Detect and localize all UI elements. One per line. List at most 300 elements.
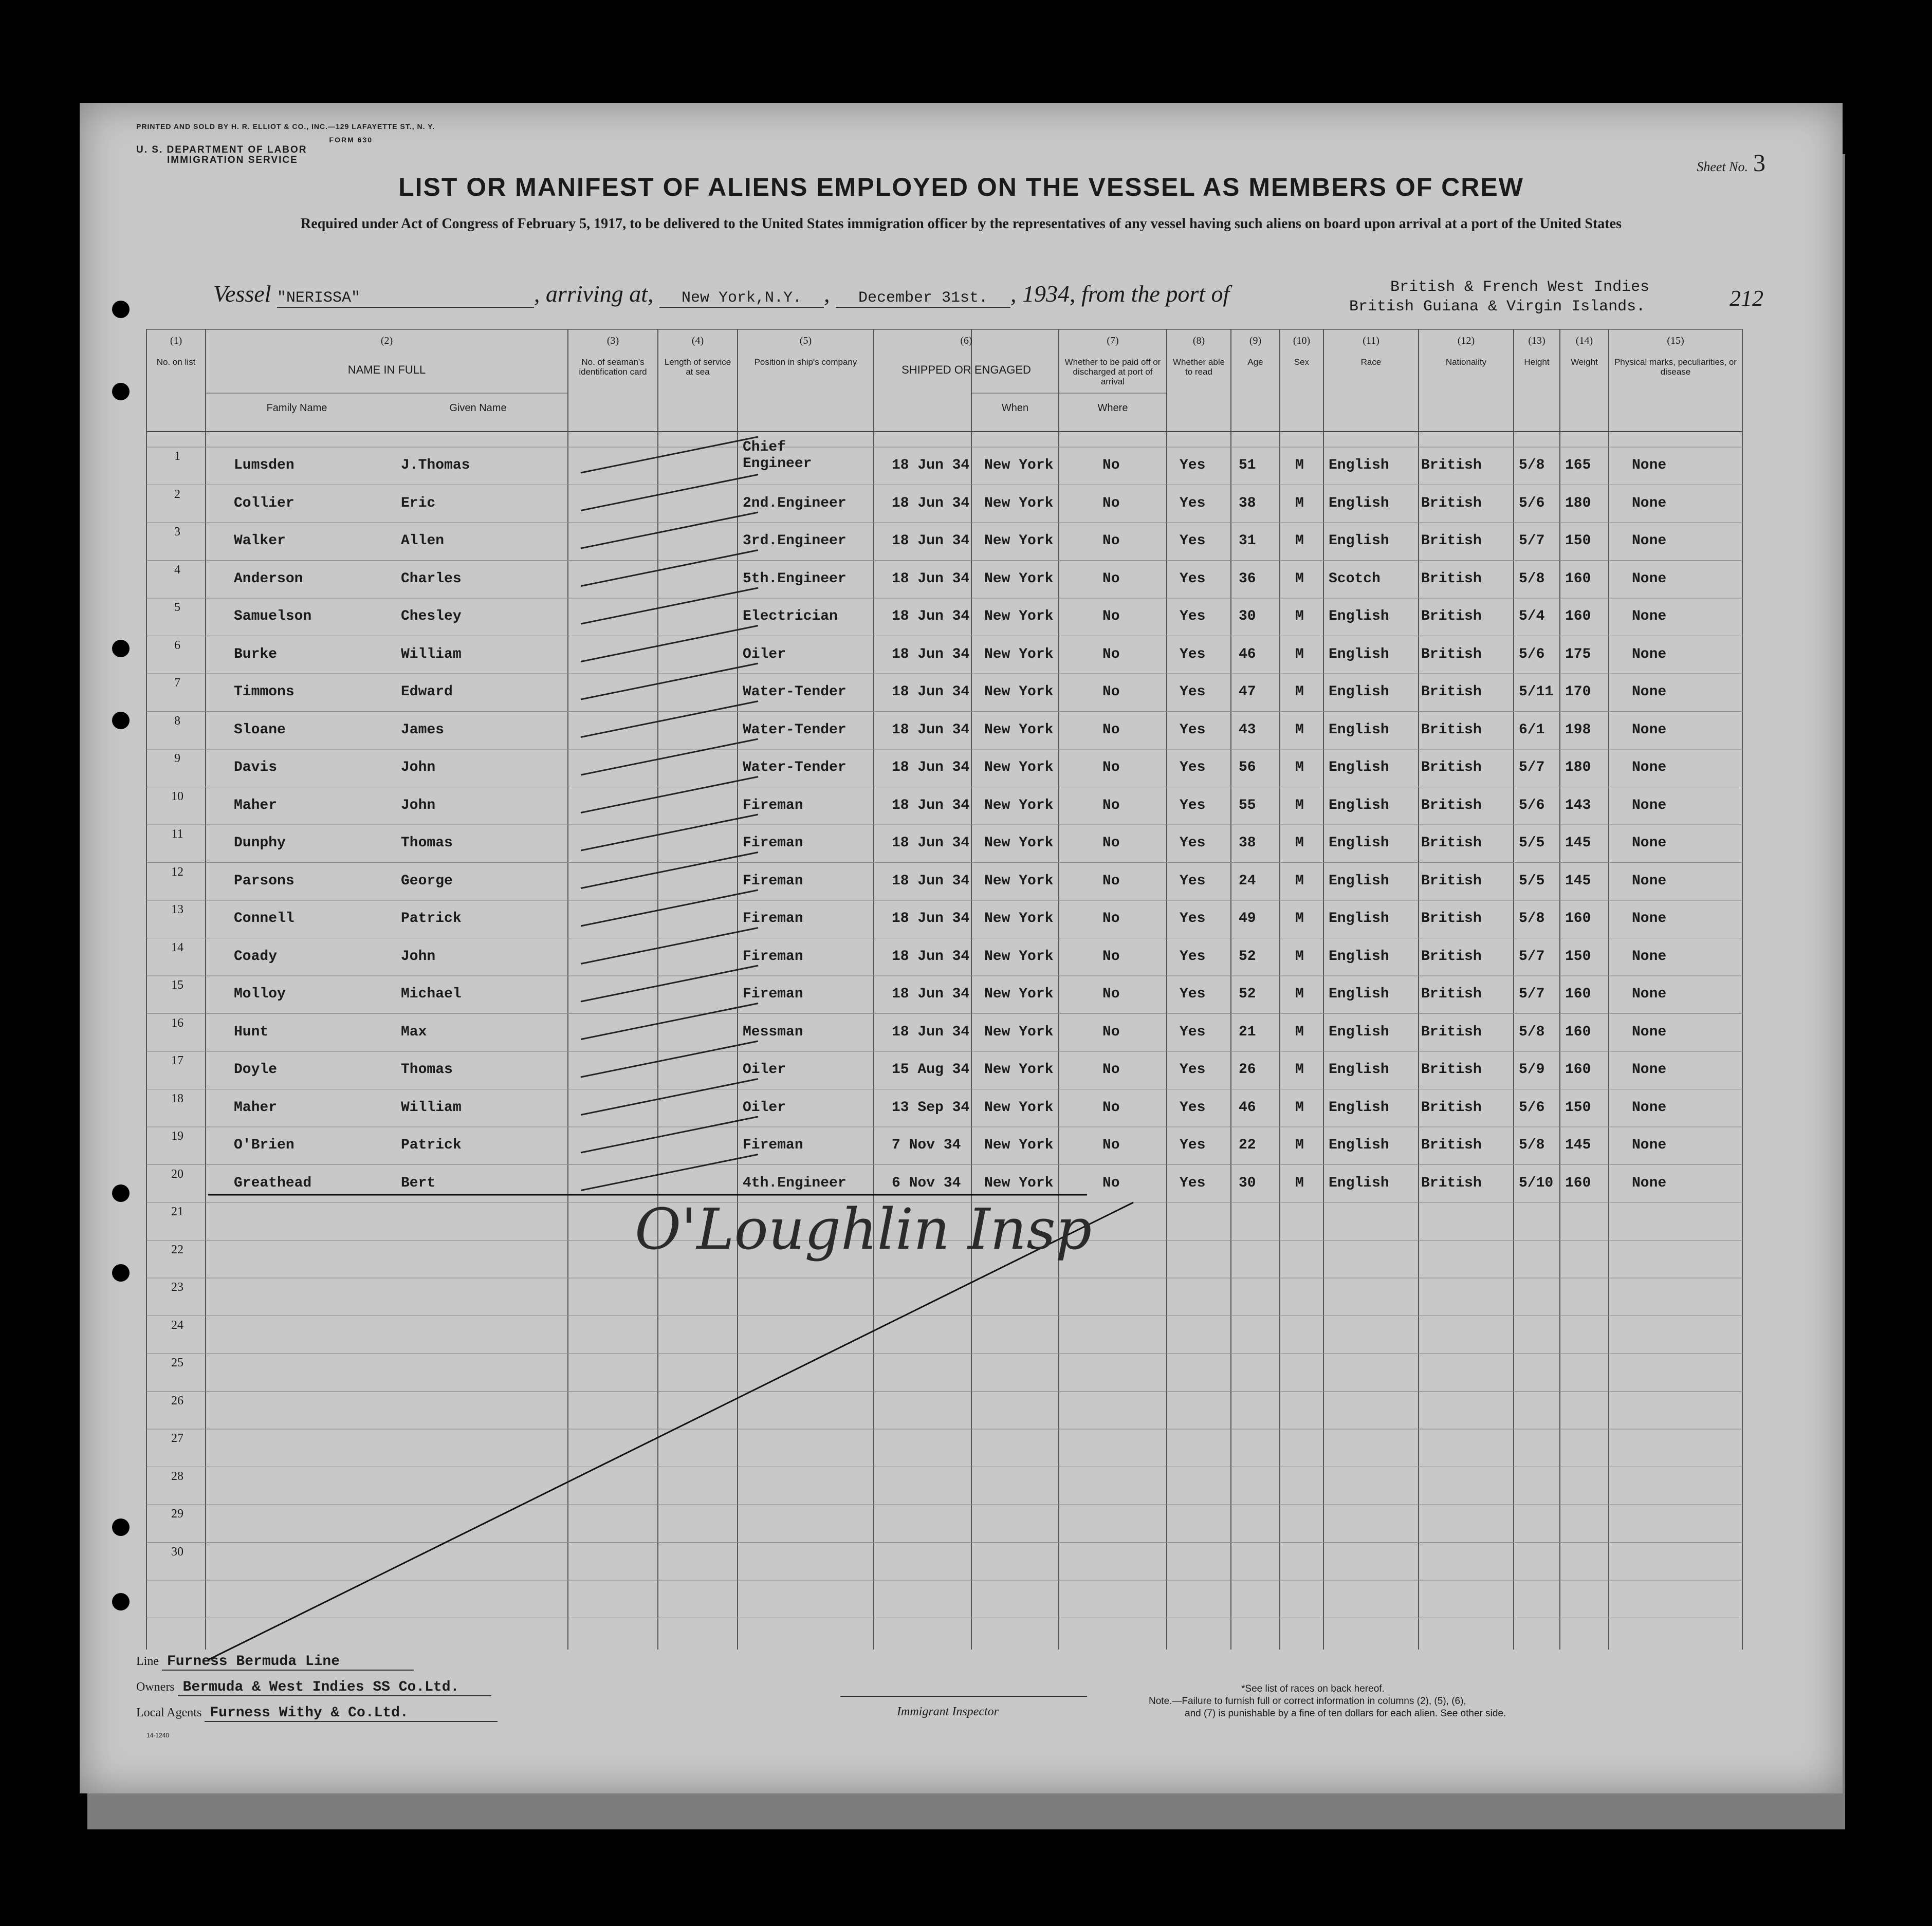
height: 5/8 <box>1519 1137 1545 1153</box>
age: 36 <box>1239 570 1256 587</box>
height: 5/6 <box>1519 797 1545 813</box>
column-label: Age <box>1247 357 1263 367</box>
race: English <box>1329 684 1389 700</box>
shipped-where: New York <box>984 570 1054 587</box>
column-number: (5) <box>799 335 812 346</box>
weight: 165 <box>1565 457 1591 473</box>
race: English <box>1329 1175 1389 1191</box>
sex: M <box>1295 1137 1304 1153</box>
row-number: 8 <box>174 714 180 728</box>
footer-owners: Owners Bermuda & West Indies SS Co.Ltd. <box>136 1679 491 1696</box>
arrival-date: December 31st. <box>836 289 1010 308</box>
column-label: SHIPPED OR ENGAGED <box>901 363 1031 376</box>
height: 5/9 <box>1519 1062 1545 1078</box>
weight: 150 <box>1565 533 1591 549</box>
nationality: British <box>1421 1099 1482 1116</box>
physical-marks: None <box>1632 1024 1667 1040</box>
able-to-read: Yes <box>1180 533 1206 549</box>
row-number: 10 <box>171 789 183 803</box>
physical-marks: None <box>1632 1099 1667 1116</box>
paid-off: No <box>1102 457 1120 473</box>
paid-off: No <box>1102 1024 1120 1040</box>
nationality: British <box>1421 760 1482 775</box>
given-name: Bert <box>401 1175 436 1191</box>
paid-off: No <box>1102 760 1120 775</box>
shipped-where: New York <box>984 1175 1054 1191</box>
shipped-when: 18 Jun 34 <box>892 608 970 624</box>
height: 5/8 <box>1519 457 1545 473</box>
column-number: (6) <box>960 335 972 346</box>
shipped-where: New York <box>984 646 1054 662</box>
shipped-when: 18 Jun 34 <box>892 760 970 775</box>
column-sublabel: Where <box>1097 402 1128 414</box>
footer-note: *See list of races on back hereof. Note.—Failure to furnish full or correct information in columns (2), (5), (6), and (7) is punishable by a fine of ten dollars for each alien. See other side. <box>1149 1683 1506 1719</box>
nationality: British <box>1421 608 1482 624</box>
manifest-sheet <box>80 103 1843 1793</box>
shipped-when: 18 Jun 34 <box>892 646 970 662</box>
footer-line: Line Furness Bermuda Line <box>136 1654 414 1671</box>
sex: M <box>1295 1099 1304 1116</box>
column-number: (11) <box>1363 335 1379 346</box>
age: 55 <box>1239 797 1256 813</box>
age: 31 <box>1239 533 1256 549</box>
shipped-when: 13 Sep 34 <box>892 1099 970 1116</box>
weight: 198 <box>1565 721 1591 738</box>
weight: 180 <box>1565 760 1591 775</box>
paid-off: No <box>1102 1175 1120 1191</box>
age: 52 <box>1239 986 1256 1002</box>
given-name: Max <box>401 1024 427 1040</box>
shipped-where: New York <box>984 986 1054 1002</box>
sex: M <box>1295 1024 1304 1040</box>
vessel-line: Vessel "NERISSA" , arriving at, New York,N.Y. , December 31st. , 1934, from the port of <box>213 281 1230 307</box>
given-name: Michael <box>401 986 462 1002</box>
weight: 145 <box>1565 873 1591 889</box>
position: Oiler <box>743 646 786 662</box>
sex: M <box>1295 1062 1304 1078</box>
row-number: 18 <box>171 1091 183 1105</box>
binder-hole <box>112 1518 130 1536</box>
paid-off: No <box>1102 911 1120 927</box>
position: Water-Tender <box>743 684 847 700</box>
height: 5/7 <box>1519 986 1545 1002</box>
race: English <box>1329 911 1389 927</box>
given-name: Chesley <box>401 608 462 624</box>
able-to-read: Yes <box>1180 1137 1206 1153</box>
height: 5/7 <box>1519 948 1545 965</box>
arrival-year: 34 <box>1045 281 1070 307</box>
race: English <box>1329 1137 1389 1153</box>
race: English <box>1329 457 1389 473</box>
paid-off: No <box>1102 495 1120 511</box>
age: 26 <box>1239 1062 1256 1078</box>
family-name: Dunphy <box>234 835 286 851</box>
physical-marks: None <box>1632 760 1667 775</box>
shipped-where: New York <box>984 797 1054 813</box>
able-to-read: Yes <box>1180 986 1206 1002</box>
sex: M <box>1295 986 1304 1002</box>
given-name: George <box>401 873 453 889</box>
printer-imprint: PRINTED AND SOLD BY H. R. ELLIOT & CO., INC.—129 LAFAYETTE ST., N. Y. <box>136 122 435 131</box>
position: 4th.Engineer <box>743 1175 847 1191</box>
race: English <box>1329 797 1389 813</box>
shipped-when: 18 Jun 34 <box>892 948 970 965</box>
weight: 180 <box>1565 495 1591 511</box>
sex: M <box>1295 873 1304 889</box>
age: 46 <box>1239 646 1256 662</box>
column-number: (4) <box>691 335 704 346</box>
physical-marks: None <box>1632 797 1667 813</box>
column-label: Physical marks, peculiarities, or disease <box>1614 357 1737 377</box>
physical-marks: None <box>1632 533 1667 549</box>
shipped-where: New York <box>984 760 1054 775</box>
able-to-read: Yes <box>1180 835 1206 851</box>
column-number: (2) <box>380 335 393 346</box>
vessel-name: "NERISSA" <box>277 289 534 308</box>
row-number: 13 <box>171 903 183 916</box>
height: 5/8 <box>1519 1024 1545 1040</box>
height: 5/8 <box>1519 570 1545 587</box>
age: 56 <box>1239 760 1256 775</box>
shipped-where: New York <box>984 495 1054 511</box>
weight: 160 <box>1565 1062 1591 1078</box>
shipped-when: 18 Jun 34 <box>892 986 970 1002</box>
age: 38 <box>1239 835 1256 851</box>
shipped-when: 18 Jun 34 <box>892 1024 970 1040</box>
shipped-when: 18 Jun 34 <box>892 684 970 700</box>
shipped-where: New York <box>984 457 1054 473</box>
shipped-when: 18 Jun 34 <box>892 721 970 738</box>
age: 30 <box>1239 608 1256 624</box>
binder-hole <box>112 640 130 657</box>
row-number: 4 <box>174 563 180 577</box>
able-to-read: Yes <box>1180 873 1206 889</box>
age: 46 <box>1239 1099 1256 1116</box>
nationality: British <box>1421 797 1482 813</box>
family-name: Greathead <box>234 1175 312 1191</box>
nationality: British <box>1421 721 1482 738</box>
position: Electrician <box>743 608 838 624</box>
row-number: 3 <box>174 525 180 539</box>
row-number: 24 <box>171 1318 183 1332</box>
shipped-where: New York <box>984 1137 1054 1153</box>
binder-hole <box>112 1593 130 1610</box>
sex: M <box>1295 608 1304 624</box>
row-number: 14 <box>171 940 183 954</box>
height: 5/6 <box>1519 1099 1545 1116</box>
able-to-read: Yes <box>1180 721 1206 738</box>
able-to-read: Yes <box>1180 570 1206 587</box>
weight: 145 <box>1565 1137 1591 1153</box>
shipped-where: New York <box>984 911 1054 927</box>
family-name: O'Brien <box>234 1137 295 1153</box>
column-sublabel: When <box>1001 402 1029 414</box>
paid-off: No <box>1102 608 1120 624</box>
paid-off: No <box>1102 684 1120 700</box>
shipped-where: New York <box>984 835 1054 851</box>
age: 38 <box>1239 495 1256 511</box>
family-name: Coady <box>234 948 278 965</box>
able-to-read: Yes <box>1180 760 1206 775</box>
race: English <box>1329 1062 1389 1078</box>
binder-hole <box>112 1184 130 1202</box>
column-label: Race <box>1360 357 1382 367</box>
shipped-when: 7 Nov 34 <box>892 1137 961 1153</box>
given-name: Patrick <box>401 1137 462 1153</box>
shipped-when: 18 Jun 34 <box>892 835 970 851</box>
nationality: British <box>1421 570 1482 587</box>
row-number: 2 <box>174 487 180 501</box>
binder-hole <box>112 712 130 729</box>
column-number: (15) <box>1667 335 1684 346</box>
able-to-read: Yes <box>1180 948 1206 965</box>
family-name: Walker <box>234 533 286 549</box>
height: 5/10 <box>1519 1175 1554 1191</box>
weight: 160 <box>1565 570 1591 587</box>
row-number: 26 <box>171 1394 183 1408</box>
form-code: 14-1240 <box>146 1732 170 1739</box>
nationality: British <box>1421 1137 1482 1153</box>
paid-off: No <box>1102 1137 1120 1153</box>
physical-marks: None <box>1632 684 1667 700</box>
able-to-read: Yes <box>1180 797 1206 813</box>
column-label: Position in ship's company <box>754 357 857 367</box>
family-name: Connell <box>234 911 295 927</box>
row-number: 25 <box>171 1356 183 1369</box>
column-number: (12) <box>1457 335 1475 346</box>
sex: M <box>1295 721 1304 738</box>
weight: 160 <box>1565 911 1591 927</box>
height: 5/4 <box>1519 608 1545 624</box>
shipped-when: 18 Jun 34 <box>892 457 970 473</box>
row-number: 20 <box>171 1167 183 1181</box>
column-label: Weight <box>1571 357 1598 367</box>
shipped-where: New York <box>984 1024 1054 1040</box>
nationality: British <box>1421 457 1482 473</box>
column-number: (13) <box>1528 335 1545 346</box>
row-number: 5 <box>174 601 180 614</box>
row-number: 16 <box>171 1016 183 1030</box>
position: Water-Tender <box>743 760 847 775</box>
shipped-where: New York <box>984 948 1054 965</box>
race: Scotch <box>1329 570 1381 587</box>
given-name: Thomas <box>401 835 453 851</box>
row-number: 19 <box>171 1129 183 1143</box>
column-number: (14) <box>1575 335 1593 346</box>
sex: M <box>1295 495 1304 511</box>
physical-marks: None <box>1632 721 1667 738</box>
race: English <box>1329 533 1389 549</box>
row-number: 22 <box>171 1243 183 1256</box>
family-name: Samuelson <box>234 608 312 624</box>
paid-off: No <box>1102 1099 1120 1116</box>
family-name: Molloy <box>234 986 286 1002</box>
height: 5/8 <box>1519 911 1545 927</box>
race: English <box>1329 608 1389 624</box>
physical-marks: None <box>1632 911 1667 927</box>
family-name: Maher <box>234 1099 278 1116</box>
physical-marks: None <box>1632 1175 1667 1191</box>
shipped-when: 6 Nov 34 <box>892 1175 961 1191</box>
given-name: John <box>401 948 436 965</box>
row-number: 17 <box>171 1054 183 1067</box>
height: 5/11 <box>1519 684 1554 700</box>
column-label: Length of service at sea <box>664 357 731 377</box>
position: Fireman <box>743 873 803 889</box>
row-number: 15 <box>171 978 183 992</box>
race: English <box>1329 873 1389 889</box>
height: 5/6 <box>1519 646 1545 662</box>
weight: 160 <box>1565 1024 1591 1040</box>
page-stamp: 212 <box>1729 286 1763 311</box>
column-label: Height <box>1524 357 1550 367</box>
column-label: No. on list <box>156 357 196 367</box>
inspector-label: Immigrant Inspector <box>897 1705 999 1718</box>
paid-off: No <box>1102 570 1120 587</box>
paid-off: No <box>1102 721 1120 738</box>
row-number: 21 <box>171 1205 183 1218</box>
able-to-read: Yes <box>1180 646 1206 662</box>
race: English <box>1329 1099 1389 1116</box>
nationality: British <box>1421 1024 1482 1040</box>
race: English <box>1329 721 1389 738</box>
physical-marks: None <box>1632 457 1667 473</box>
physical-marks: None <box>1632 1062 1667 1078</box>
department-header: FORM 630 U. S. DEPARTMENT OF LABOR IMMIGRATION SERVICE <box>136 136 373 165</box>
race: English <box>1329 646 1389 662</box>
position: Chief Engineer <box>743 439 812 472</box>
able-to-read: Yes <box>1180 1175 1206 1191</box>
nationality: British <box>1421 1175 1482 1191</box>
binder-hole <box>112 301 130 318</box>
shipped-where: New York <box>984 1062 1054 1078</box>
column-label: Whether able to read <box>1172 357 1225 377</box>
height: 6/1 <box>1519 721 1545 738</box>
binder-hole <box>112 1264 130 1282</box>
physical-marks: None <box>1632 608 1667 624</box>
column-number: (3) <box>606 335 619 346</box>
departure-ports: British & French West Indies British Guiana & Virgin Islands. <box>1349 279 1650 316</box>
physical-marks: None <box>1632 646 1667 662</box>
row-number: 6 <box>174 638 180 652</box>
sex: M <box>1295 797 1304 813</box>
age: 43 <box>1239 721 1256 738</box>
physical-marks: None <box>1632 835 1667 851</box>
paid-off: No <box>1102 948 1120 965</box>
column-sublabel: Family Name <box>266 402 327 414</box>
binder-hole <box>112 383 130 400</box>
pen-marks <box>80 103 1843 1793</box>
column-label: NAME IN FULL <box>347 363 426 376</box>
paid-off: No <box>1102 797 1120 813</box>
row-number: 29 <box>171 1507 183 1521</box>
given-name: Eric <box>401 495 436 511</box>
age: 21 <box>1239 1024 1256 1040</box>
weight: 160 <box>1565 608 1591 624</box>
nationality: British <box>1421 835 1482 851</box>
given-name: Charles <box>401 570 462 587</box>
height: 5/6 <box>1519 495 1545 511</box>
column-number: (1) <box>170 335 182 346</box>
family-name: Timmons <box>234 684 295 700</box>
race: English <box>1329 1024 1389 1040</box>
column-label: Sex <box>1294 357 1310 367</box>
given-name: Thomas <box>401 1062 453 1078</box>
arrival-port: New York,N.Y. <box>659 289 824 308</box>
family-name: Doyle <box>234 1062 278 1078</box>
column-number: (7) <box>1107 335 1119 346</box>
position: 5th.Engineer <box>743 570 847 587</box>
physical-marks: None <box>1632 873 1667 889</box>
age: 49 <box>1239 911 1256 927</box>
physical-marks: None <box>1632 570 1667 587</box>
weight: 160 <box>1565 986 1591 1002</box>
age: 47 <box>1239 684 1256 700</box>
sex: M <box>1295 1175 1304 1191</box>
given-name: John <box>401 760 436 775</box>
shipped-when: 18 Jun 34 <box>892 570 970 587</box>
age: 52 <box>1239 948 1256 965</box>
shipped-when: 18 Jun 34 <box>892 911 970 927</box>
column-number: (8) <box>1192 335 1205 346</box>
position: Fireman <box>743 835 803 851</box>
inspector-signature: O'Loughlin Insp <box>635 1196 1092 1262</box>
able-to-read: Yes <box>1180 911 1206 927</box>
sheet-number: Sheet No. 3 <box>1697 150 1765 177</box>
shipped-where: New York <box>984 684 1054 700</box>
age: 51 <box>1239 457 1256 473</box>
able-to-read: Yes <box>1180 608 1206 624</box>
footer-agents: Local Agents Furness Withy & Co.Ltd. <box>136 1705 498 1722</box>
inspector-line <box>840 1696 1087 1697</box>
position: Fireman <box>743 911 803 927</box>
family-name: Hunt <box>234 1024 269 1040</box>
shipped-where: New York <box>984 533 1054 549</box>
race: English <box>1329 835 1389 851</box>
position: Messman <box>743 1024 803 1040</box>
weight: 145 <box>1565 835 1591 851</box>
paid-off: No <box>1102 835 1120 851</box>
row-number: 9 <box>174 752 180 765</box>
column-label: Whether to be paid off or discharged at port of arrival <box>1064 357 1161 386</box>
paid-off: No <box>1102 986 1120 1002</box>
shipped-where: New York <box>984 873 1054 889</box>
family-name: Davis <box>234 760 278 775</box>
sex: M <box>1295 684 1304 700</box>
race: English <box>1329 986 1389 1002</box>
row-number: 28 <box>171 1469 183 1483</box>
weight: 175 <box>1565 646 1591 662</box>
column-label: No. of seaman's identification card <box>579 357 647 377</box>
position: Fireman <box>743 797 803 813</box>
position: Water-Tender <box>743 721 847 738</box>
row-number: 23 <box>171 1281 183 1294</box>
paid-off: No <box>1102 533 1120 549</box>
position: Fireman <box>743 986 803 1002</box>
given-name: Patrick <box>401 911 462 927</box>
race: English <box>1329 760 1389 775</box>
shipped-where: New York <box>984 608 1054 624</box>
able-to-read: Yes <box>1180 495 1206 511</box>
able-to-read: Yes <box>1180 1024 1206 1040</box>
height: 5/7 <box>1519 533 1545 549</box>
row-number: 1 <box>174 450 180 463</box>
able-to-read: Yes <box>1180 1099 1206 1116</box>
weight: 150 <box>1565 1099 1591 1116</box>
physical-marks: None <box>1632 986 1667 1002</box>
paid-off: No <box>1102 873 1120 889</box>
page-subtitle: Required under Act of Congress of February 5, 1917, to be delivered to the United States immigration officer by the representatives of any vessel having such aliens on board upon arrival at a port of the United States <box>301 216 1622 232</box>
